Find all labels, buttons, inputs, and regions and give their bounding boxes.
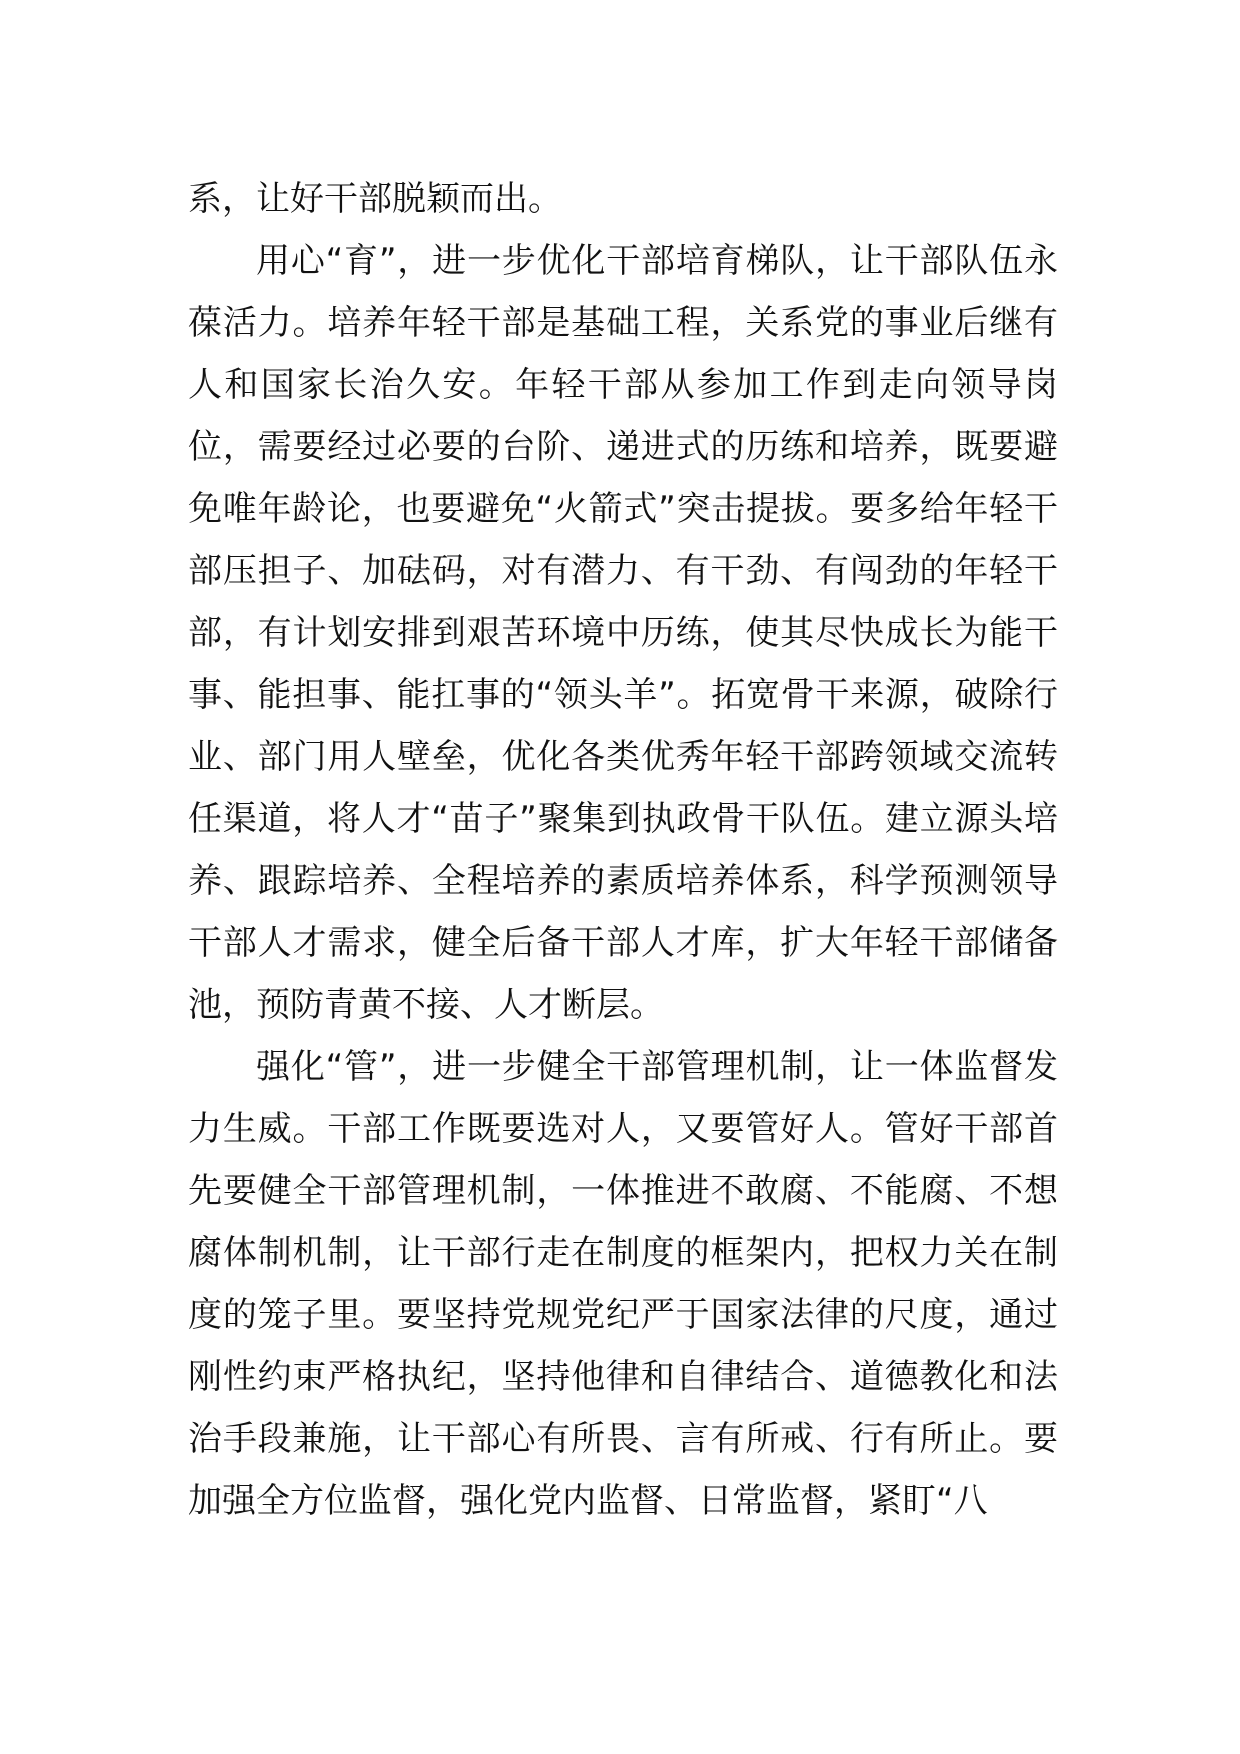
paragraph-manage: 强化“管”，进一步健全干部管理机制，让一体监督发力生威。干部工作既要选对人，又要管好人。管好干部首先要健全干部管理机制，一体推进不敢腐、不能腐、不想腐体制机制，让干部行走在制度的框架内，把权力关在制度的笼子里。要坚持党规党纪严于国家法律的尺度，通过刚性约束严格执纪，坚持他律和自律结合、道德教化和法治手段兼施，让干部心有所畏、言有所戒、行有所止。要加强全方位监督，强化党内监督、日常监督，紧盯“八 <box>188 1047 1058 1521</box>
paragraph-continuation: 系，让好干部脱颖而出。 <box>188 179 562 219</box>
body-text <box>188 168 1058 1532</box>
paragraph-cultivate: 用心“育”，进一步优化干部培育梯队，让干部队伍永葆活力。培养年轻干部是基础工程，关系党的事业后继有人和国家长治久安。年轻干部从参加工作到走向领导岗位，需要经过必要的台阶、递进式的历练和培养，既要避免唯年龄论，也要避免“火箭式”突击提拔。要多给年轻干部压担子、加砝码，对有潜力、有干劲、有闯劲的年轻干部，有计划安排到艰苦环境中历练，使其尽快成长为能干事、能担事、能扛事的“领头羊”。拓宽骨干来源，破除行业、部门用人壁垒，优化各类优秀年轻干部跨领域交流转任渠道，将人才“苗子”聚集到执政骨干队伍。建立源头培养、跟踪培养、全程培养的素质培养体系，科学预测领导干部人才需求，健全后备干部人才库，扩大年轻干部储备池，预防青黄不接、人才断层。 <box>188 241 1058 1025</box>
